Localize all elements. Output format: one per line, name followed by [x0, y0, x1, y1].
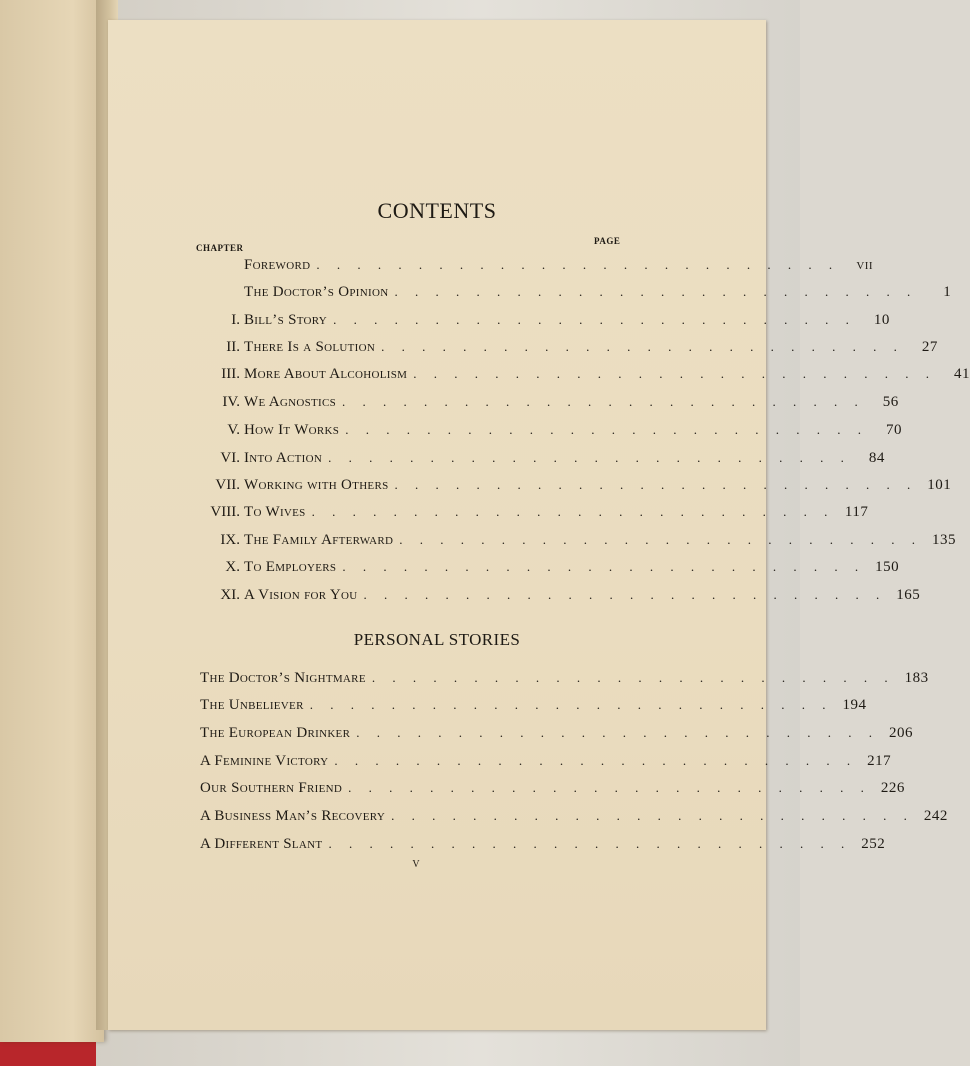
page-number: vii [856, 256, 874, 273]
chapter-number: XI. [220, 586, 240, 603]
story-entry [200, 666, 929, 690]
page-number: 10 [873, 311, 890, 328]
dot-leader: . . . . . . . . . . . . . . . . . . . . . . . . . . [394, 477, 918, 492]
chapter-number: VIII. [210, 503, 240, 520]
book-cover-edge-bottom [0, 1040, 96, 1066]
page-number: 117 [844, 503, 869, 520]
page-number: 217 [867, 752, 892, 769]
page-number: 41 [954, 365, 970, 382]
right-page [108, 20, 766, 1030]
dot-leader: . . . . . . . . . . . . . . . . . . . . . . . . . . [345, 422, 868, 437]
toc-entry [186, 528, 957, 552]
page-folio: v [412, 856, 420, 871]
toc-entry [186, 418, 902, 442]
toc-entry [186, 390, 899, 414]
toc-entry [186, 446, 885, 470]
toc-entry [186, 335, 938, 359]
toc-entry [186, 473, 952, 497]
toc-entry [186, 280, 952, 304]
story-entry [200, 804, 948, 828]
chapter-title: Into Action [244, 449, 323, 466]
chapter-title: There Is a Solution [244, 338, 376, 355]
dot-leader: . . . . . . . . . . . . . . . . . . . . . . . . . . [342, 394, 865, 409]
story-title: The Doctor’s Nightmare [200, 669, 366, 686]
story-entry [200, 693, 867, 717]
dot-leader: . . . . . . . . . . . . . . . . . . . . . . . . . . [381, 339, 904, 354]
chapter-title: To Wives [244, 503, 306, 520]
chapter-title: Foreword [244, 256, 311, 273]
page-number: 165 [896, 586, 921, 603]
story-title: A Feminine Victory [200, 752, 329, 769]
chapter-title: A Vision for You [244, 586, 358, 603]
chapter-number: IV. [222, 393, 240, 410]
page-column-header: PAGE [594, 236, 621, 246]
chapter-column-header: CHAPTER [196, 243, 244, 253]
dot-leader: . . . . . . . . . . . . . . . . . . . . . . . . . . [328, 450, 851, 465]
dot-leader: . . . . . . . . . . . . . . . . . . . . . . . . . . [399, 532, 923, 547]
chapter-title: The Family Afterward [244, 531, 394, 548]
page-number: 1 [943, 283, 952, 300]
story-title: A Different Slant [200, 835, 323, 852]
dot-leader: . . . . . . . . . . . . . . . . . . . . . . . . . . [342, 559, 866, 574]
dot-leader: . . . . . . . . . . . . . . . . . . . . . . . . . . [391, 808, 914, 823]
dot-leader: . . . . . . . . . . . . . . . . . . . . . . . . . . [413, 366, 937, 381]
chapter-title: Bill’s Story [244, 311, 328, 328]
page-number: 194 [842, 696, 867, 713]
chapter-number: II. [226, 338, 240, 355]
story-title: A Business Man’s Recovery [200, 807, 386, 824]
page-number: 135 [932, 531, 957, 548]
page-number: 252 [861, 835, 886, 852]
toc-entry [186, 500, 869, 524]
chapter-number: VI. [220, 449, 240, 466]
dot-leader: . . . . . . . . . . . . . . . . . . . . . . . . . . [316, 257, 840, 272]
contents-title: CONTENTS [377, 198, 497, 223]
toc-entry [186, 253, 874, 277]
page-number: 242 [923, 807, 948, 824]
chapter-title: Working with Others [244, 476, 389, 493]
story-title: The European Drinker [200, 724, 351, 741]
chapter-number: III. [221, 365, 240, 382]
chapter-title: To Employers [244, 558, 337, 575]
page-number: 56 [882, 393, 899, 410]
story-entry [200, 832, 886, 856]
story-entry [200, 749, 892, 773]
dot-leader: . . . . . . . . . . . . . . . . . . . . . . . . . . [328, 836, 852, 851]
dot-leader: . . . . . . . . . . . . . . . . . . . . . . . . . . [348, 780, 871, 795]
page-number: 226 [880, 779, 905, 796]
chapter-number: VII. [215, 476, 240, 493]
chapter-number: X. [225, 558, 240, 575]
dot-leader: . . . . . . . . . . . . . . . . . . . . . . . . . . [309, 697, 833, 712]
page-number: 70 [885, 421, 902, 438]
toc-entry [186, 555, 900, 579]
toc-entry [186, 308, 890, 332]
dot-leader: . . . . . . . . . . . . . . . . . . . . . . . . . . [356, 725, 879, 740]
dot-leader: . . . . . . . . . . . . . . . . . . . . . . . . . . [394, 284, 918, 299]
page-number: 150 [875, 558, 900, 575]
dot-leader: . . . . . . . . . . . . . . . . . . . . . . . . . . [311, 504, 835, 519]
chapter-number: I. [231, 311, 240, 328]
chapter-title: How It Works [244, 421, 340, 438]
dot-leader: . . . . . . . . . . . . . . . . . . . . . . . . . . [334, 753, 858, 768]
chapter-number: IX. [220, 531, 240, 548]
page-number: 27 [921, 338, 938, 355]
story-entry [200, 721, 913, 745]
toc-entry [186, 362, 970, 386]
story-entry [200, 776, 905, 800]
dot-leader: . . . . . . . . . . . . . . . . . . . . . . . . . . [333, 312, 856, 327]
page-number: 183 [904, 669, 929, 686]
personal-stories-title: PERSONAL STORIES [353, 630, 521, 649]
toc-entry [186, 583, 921, 607]
chapter-title: The Doctor’s Opinion [244, 283, 389, 300]
chapter-title: More About Alcoholism [244, 365, 408, 382]
page-number: 84 [868, 449, 885, 466]
left-page [0, 0, 104, 1042]
chapter-number: V. [227, 421, 240, 438]
page-number: 206 [888, 724, 913, 741]
page-number: 101 [927, 476, 952, 493]
story-title: Our Southern Friend [200, 779, 343, 796]
story-title: The Unbeliever [200, 696, 304, 713]
dot-leader: . . . . . . . . . . . . . . . . . . . . . . . . . . [371, 670, 895, 685]
chapter-title: We Agnostics [244, 393, 337, 410]
dot-leader: . . . . . . . . . . . . . . . . . . . . . . . . . . [363, 587, 887, 602]
